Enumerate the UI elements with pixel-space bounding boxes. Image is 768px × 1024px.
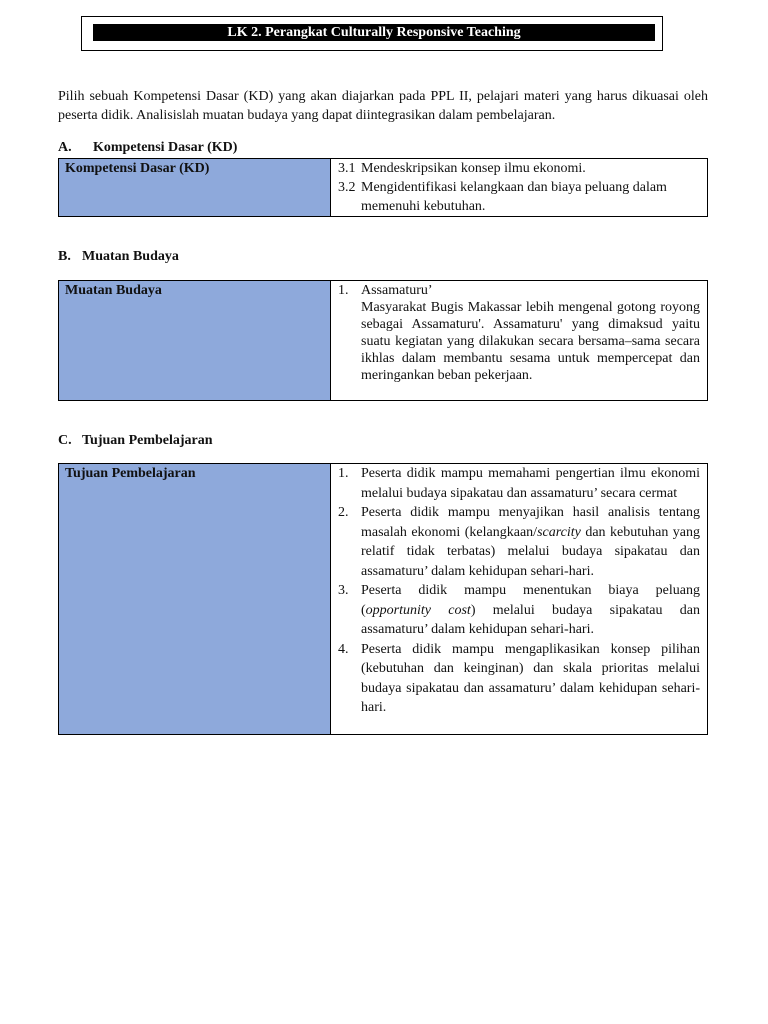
kd-item-text: Mendeskripsikan konsep ilmu ekonomi. [361,161,586,176]
tujuan-pembelajaran-table [58,463,708,735]
muatan-budaya-label-cell [59,281,331,400]
muatan-budaya-label: Muatan Budaya [65,283,162,298]
tujuan-label: Tujuan Pembelajaran [65,466,196,481]
section-c-heading [58,432,213,449]
tujuan-item-text-end: dan kebutuhan yang relatif tidak terbatas) melalui budaya sipakatau dan assamaturu’ dalam kehidupan sehari-hari. [361,524,700,579]
kd-item [338,178,700,216]
section-b-heading [58,248,179,265]
section-c-letter: C. [58,433,72,448]
kd-table [58,158,708,217]
tujuan-item-term: opportunity cost [365,602,471,618]
muatan-budaya-item-number: 1. [338,283,349,298]
tujuan-item-number: 4. [338,641,349,657]
tujuan-item-text-start: Peserta didik mampu memahami pengertian ilmu ekonomi melalui budaya sipakatau dan assamaturu’ secara cermat [361,466,700,501]
muatan-budaya-item-title: Assamaturu’ [361,283,433,298]
intro-paragraph: Pilih sebuah Kompetensi Dasar (KD) yang akan diajarkan pada PPL II, pelajari materi yang harus dikuasai oleh peserta didik. Analisislah muatan budaya yang dapat diintegrasikan dalam pembelajaran. [58,89,708,123]
tujuan-item-term: scarcity [537,524,581,540]
kd-item-number: 3.1 [338,161,356,176]
tujuan-item-text [361,640,700,718]
tujuan-item-number: 3. [338,583,349,598]
tujuan-label-cell [59,464,331,734]
kd-content-cell [331,159,707,216]
tujuan-item-text-start: Peserta didik mampu menyajikan hasil analisis tentang masalah ekonomi (kelangkaan/ [361,505,700,540]
section-b-letter: B. [58,249,71,264]
tujuan-content-cell [331,464,707,734]
kd-label-cell [59,159,331,216]
muatan-budaya-table [58,280,708,401]
tujuan-item-text [361,464,700,503]
tujuan-item-text [361,581,700,640]
tujuan-item [338,640,700,718]
tujuan-item-text-end: ) melalui budaya sipakatau dan assamaturu’ dalam kehidupan sehari-hari. [361,602,700,637]
document-title: LK 2. Perangkat Culturally Responsive Teaching [93,24,655,41]
tujuan-item [338,464,700,503]
kd-item-text: Mengidentifikasi kelangkaan dan biaya peluang dalam memenuhi kebutuhan. [361,180,667,214]
tujuan-list [338,464,700,718]
title-box [81,16,663,51]
section-a-heading [58,139,237,156]
tujuan-item-text-start: Peserta didik mampu mengaplikasikan konsep pilihan (kebutuhan dan keinginan) dan skala prioritas melalui budaya sipakatau dan assamaturu’ dalam kehidupan sehari-hari. [361,641,700,715]
muatan-budaya-description: Masyarakat Bugis Makassar lebih mengenal gotong royong sebagai Assamaturu'. Assamaturu' yang dimaksud yaitu suatu kegiatan yang dilakukan secara bersama–sama secara ikhlas dalam membantu sesama untuk mempercepat dan meringankan beban pekerjaan. [361,300,700,383]
tujuan-item [338,581,700,640]
tujuan-item [338,503,700,581]
section-a-title: Kompetensi Dasar (KD) [93,140,238,155]
muatan-budaya-item [338,282,700,299]
section-a-letter: A. [58,140,72,155]
tujuan-item-number: 2. [338,505,349,520]
tujuan-item-text-start: Peserta didik mampu menentukan biaya peluang ( [361,583,700,618]
section-c-title: Tujuan Pembelajaran [82,433,213,448]
tujuan-item-text [361,503,700,581]
section-b-title: Muatan Budaya [82,249,179,264]
kd-item-number: 3.2 [338,180,356,195]
tujuan-item-number: 1. [338,466,349,481]
kd-label: Kompetensi Dasar (KD) [65,161,210,176]
muatan-budaya-content-cell [331,281,707,400]
kd-item [338,159,700,178]
